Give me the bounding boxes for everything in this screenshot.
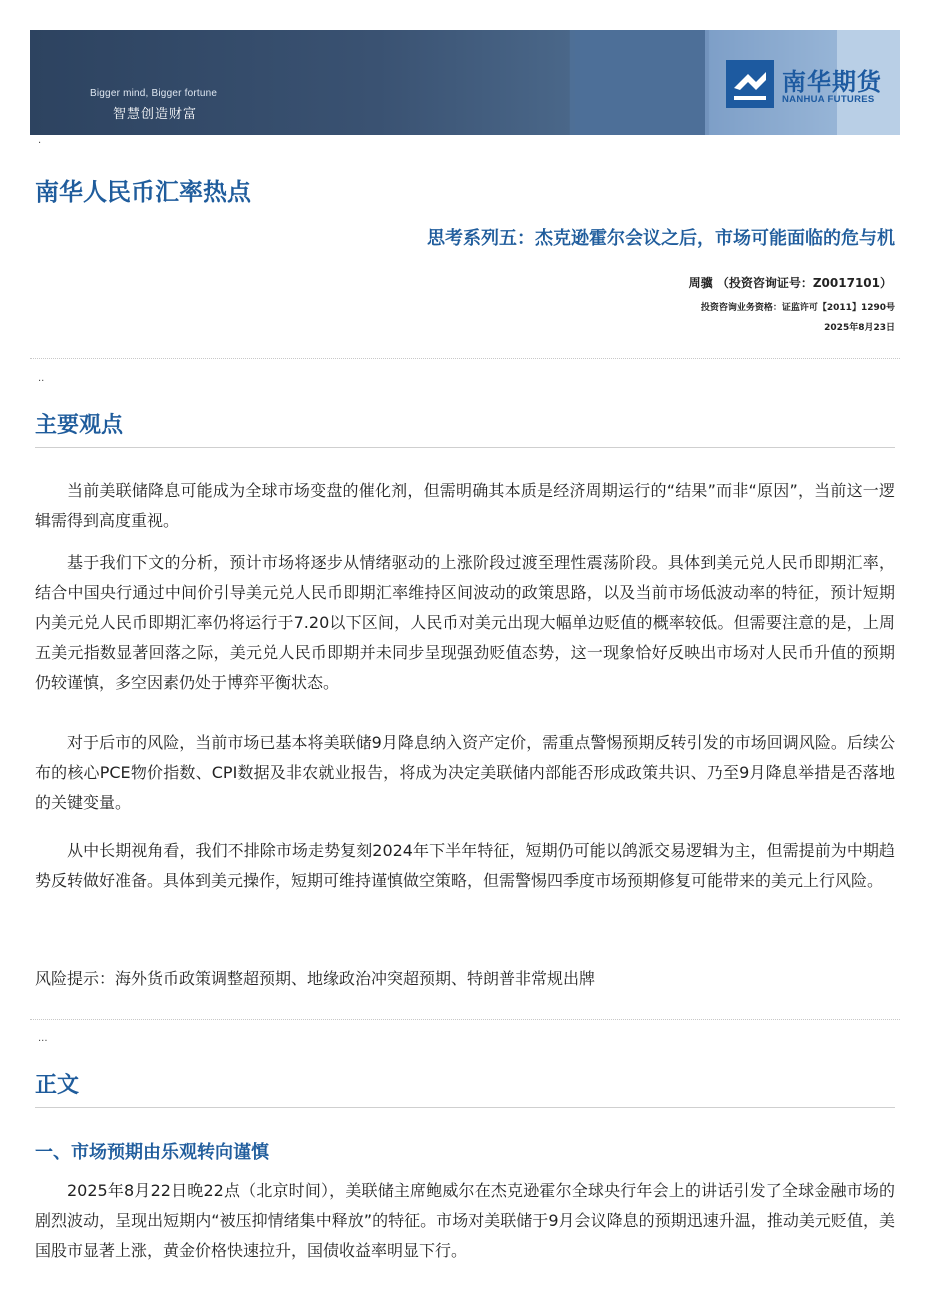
report-title: 南华人民币汇率热点 (35, 178, 251, 206)
divider (30, 358, 900, 359)
marker: · (38, 138, 42, 149)
slogan-chinese: 智慧创造财富 (113, 107, 198, 122)
divider (35, 447, 895, 448)
report-date: 2025年8月23日 (824, 323, 895, 333)
logo-text-english: NANHUA FUTURES (782, 94, 875, 105)
logo-text-chinese: 南华期货 (782, 68, 882, 96)
body-heading: 正文 (35, 1073, 80, 1098)
nanhua-logo (726, 60, 896, 110)
report-subtitle: 思考系列五：杰克逊霍尔会议之后，市场可能面临的危与机 (427, 228, 895, 249)
divider (30, 1019, 900, 1020)
key-points-heading: 主要观点 (35, 413, 124, 438)
key-point-paragraph: 当前美联储降息可能成为全球市场变盘的催化剂，但需明确其本质是经济周期运行的“结果”而非“原因”，当前这一逻辑需得到高度重视。 (35, 481, 895, 530)
key-point-paragraph: 从中长期视角看，我们不排除市场走势复刻2024年下半年特征，短期仍可能以鸽派交易逻辑为主，但需提前为中期趋势反转做好准备。具体到美元操作，短期可维持谨慎做空策略，但需警惕四季度市场预期修复可能带来的美元上行风险。 (35, 841, 895, 890)
key-point-paragraph: 对于后市的风险，当前市场已基本将美联储9月降息纳入资产定价，需重点警惕预期反转引发的市场回调风险。后续公布的核心PCE物价指数、CPI数据及非农就业报告，将成为决定美联储内部能否形成政策共识、乃至9月降息举措是否落地的关键变量。 (35, 733, 895, 812)
nanhua-logo-icon (726, 60, 774, 108)
banner-panel (575, 30, 705, 135)
body-paragraph: 2025年8月22日晚22点（北京时间），美联储主席鲍威尔在杰克逊霍尔全球央行年会上的讲话引发了全球金融市场的剧烈波动，呈现出短期内“被压抑情绪集中释放”的特征。市场对美联储于9月会议降息的预期迅速升温，推动美元贬值，美国股市显著上涨，黄金价格快速拉升，国债收益率明显下行。 (35, 1181, 895, 1260)
section-title: 一、市场预期由乐观转向谨慎 (35, 1142, 269, 1163)
slogan-english: Bigger mind, Bigger fortune (90, 88, 218, 99)
risk-warning: 风险提示：海外货币政策调整超预期、地缘政治冲突超预期、特朗普非常规出牌 (35, 969, 596, 988)
author-info: 周骥 （投资咨询证号：Z0017101） (688, 276, 892, 290)
header-banner (30, 30, 900, 135)
divider (35, 1107, 895, 1108)
license-info: 投资咨询业务资格：证监许可【2011】1290号 (700, 303, 895, 313)
key-point-paragraph: 基于我们下文的分析，预计市场将逐步从情绪驱动的上涨阶段过渡至理性震荡阶段。具体到美元兑人民币即期汇率，结合中国央行通过中间价引导美元兑人民币即期汇率维持区间波动的政策思路，以及当前市场低波动率的特征，预计短期内美元兑人民币即期汇率仍将运行于7.20以下区间，人民币对美元出现大幅单边贬值的概率较低。但需要注意的是，上周五美元指数显著回落之际，美元兑人民币即期并未同步呈现强劲贬值态势，这一现象恰好反映出市场对人民币升值的预期仍较谨慎，多空因素仍处于博弈平衡状态。 (35, 553, 895, 692)
marker: ·· (38, 376, 45, 387)
marker: ··· (38, 1036, 48, 1047)
